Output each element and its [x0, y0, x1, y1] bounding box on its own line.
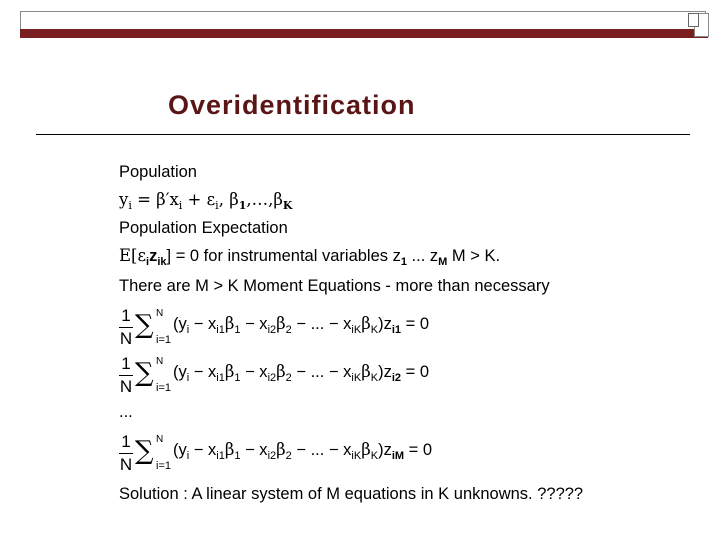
summation-symbol: ∑	[135, 358, 154, 388]
moment-equation-1: 1 N ∑ N i=1 ($y_i - x_{i1}\beta_1 - x_{i2}\beta_2$ − ... − $x_{iK}\beta_K)z_{i1} = 0$	[119, 306, 430, 348]
equation-body: ($y_i - x_{i1}\beta_1 - x_{i2}\beta_2$ − ... − $x_{iK}\beta_K)z_{i1} = 0$	[173, 314, 430, 336]
expectation-equation: $E[\varepsilon_iz_{ik}] = 0$ for instrumental variables $z_1$ ... $z_M$ M > K.	[119, 246, 501, 268]
top-bar-accent	[20, 29, 708, 38]
ellipsis-line: ...	[119, 403, 133, 421]
corner-square-small	[688, 13, 699, 27]
moment-equation-m: 1 N ∑ N i=1 ($y_i - x_{i1}\beta_1 - x_{i2}\beta_2$ − ... − $x_{iK}\beta_K)z_{iM} = 0$	[119, 432, 433, 474]
top-decorative-bar	[20, 11, 710, 37]
moment-equations-text: There are M > K Moment Equations - more than necessary	[119, 277, 550, 295]
model-equation: $y_i = \beta'x_i + \varepsilon_i$, $\beta_1,\dots,\beta_K$	[119, 190, 293, 212]
fraction-one-over-n: 1 N	[119, 306, 133, 348]
population-expectation-heading: Population Expectation	[119, 219, 288, 237]
fraction-one-over-n: 1 N	[119, 354, 133, 396]
equation-body: ($y_i - x_{i1}\beta_1 - x_{i2}\beta_2$ − ... − $x_{iK}\beta_K)z_{iM} = 0$	[173, 440, 433, 462]
fraction-one-over-n: 1 N	[119, 432, 133, 474]
summation-symbol: ∑	[135, 436, 154, 466]
solution-text: Solution : A linear system of M equations in K unknowns. ?????	[119, 485, 584, 503]
moment-equation-2: 1 N ∑ N i=1 ($y_i - x_{i1}\beta_1 - x_{i2}\beta_2$ − ... − $x_{iK}\beta_K)z_{i2} = 0$	[119, 354, 430, 396]
slide-title: Overidentification	[168, 90, 416, 120]
equation-body: ($y_i - x_{i1}\beta_1 - x_{i2}\beta_2$ − ... − $x_{iK}\beta_K)z_{i2} = 0$	[173, 362, 430, 384]
summation-symbol: ∑	[135, 310, 154, 340]
population-heading: Population	[119, 163, 197, 181]
title-divider	[36, 134, 690, 135]
